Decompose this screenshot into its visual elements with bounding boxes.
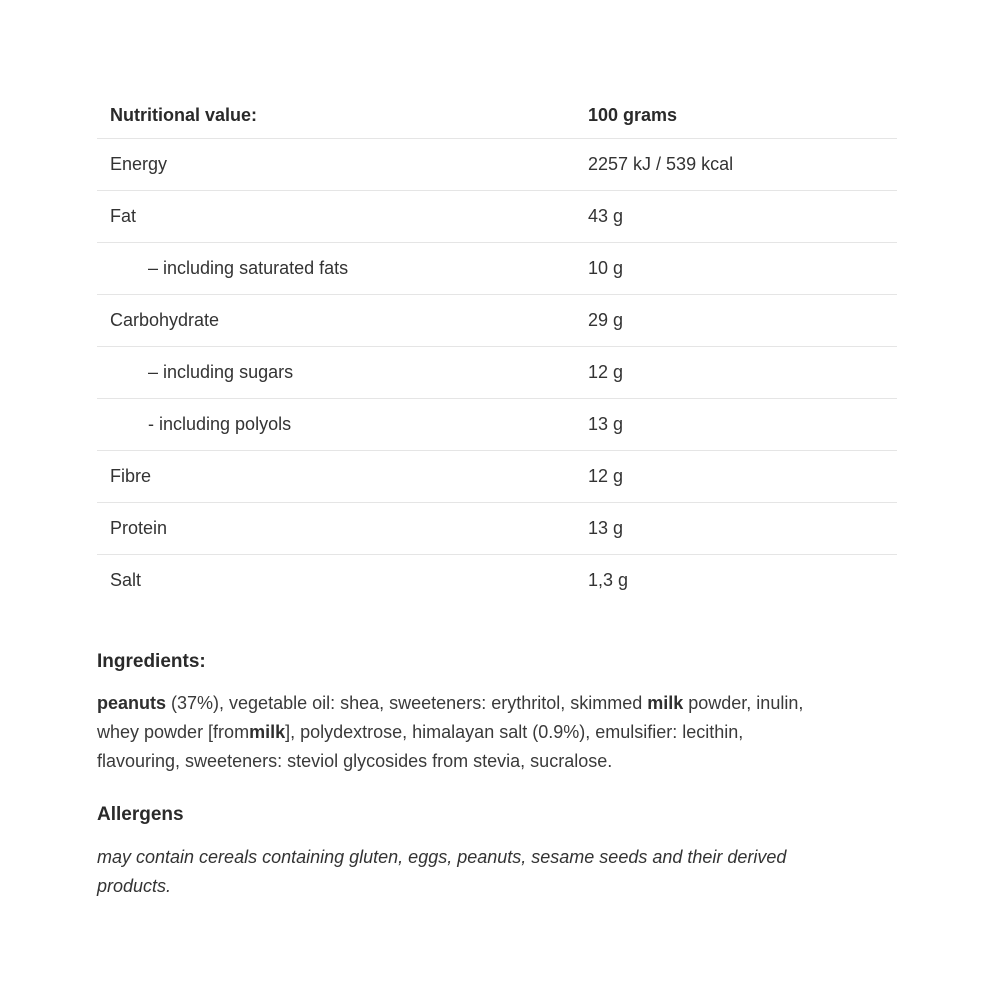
nutrition-row-sugars bbox=[97, 347, 897, 399]
ingredients-text: powder, inulin, bbox=[683, 693, 804, 713]
allergens-paragraph bbox=[97, 843, 897, 901]
ingredient-bold-milk: milk bbox=[249, 722, 286, 742]
nutrition-header-row bbox=[97, 92, 897, 139]
ingredients-paragraph bbox=[97, 689, 897, 776]
nutrition-table bbox=[97, 92, 897, 606]
nutrition-value: 2257 kJ / 539 kcal bbox=[588, 154, 734, 174]
ingredients-line bbox=[97, 718, 897, 747]
ingredients-line bbox=[97, 689, 897, 718]
nutrition-header-label: Nutritional value: bbox=[110, 104, 258, 125]
nutrition-label: – including saturated fats bbox=[148, 258, 349, 278]
nutrition-label: – including sugars bbox=[148, 362, 294, 382]
nutrition-label: Salt bbox=[110, 570, 142, 590]
nutrition-label: Protein bbox=[110, 518, 168, 538]
nutrition-value: 12 g bbox=[588, 466, 624, 486]
nutrition-value: 10 g bbox=[588, 258, 624, 278]
nutrition-row-carbohydrate bbox=[97, 295, 897, 347]
nutrition-header-value: 100 grams bbox=[588, 104, 678, 125]
allergens-line: may contain cereals containing gluten, eggs, peanuts, sesame seeds and their derived bbox=[97, 847, 787, 867]
content-area bbox=[97, 92, 897, 901]
ingredients-line bbox=[97, 747, 897, 776]
nutrition-value: 13 g bbox=[588, 414, 624, 434]
ingredients-text: flavouring, sweeteners: steviol glycosides from stevia, sucralose. bbox=[97, 751, 613, 771]
ingredients-text: (37%), vegetable oil: shea, sweeteners: erythritol, skimmed bbox=[166, 693, 648, 713]
nutrition-row-saturated-fats bbox=[97, 243, 897, 295]
nutrition-label: Carbohydrate bbox=[110, 310, 220, 330]
nutrition-label: - including polyols bbox=[148, 414, 292, 434]
nutrition-row-fat bbox=[97, 191, 897, 243]
nutrition-row-protein bbox=[97, 503, 897, 555]
nutrition-label: Fibre bbox=[110, 466, 152, 486]
nutrition-row-energy bbox=[97, 139, 897, 191]
ingredients-text: ], polydextrose, himalayan salt (0.9%), emulsifier: lecithin, bbox=[285, 722, 744, 742]
allergens-line: products. bbox=[97, 876, 172, 896]
nutrition-row-fibre bbox=[97, 451, 897, 503]
nutrition-value: 43 g bbox=[588, 206, 624, 226]
ingredients-heading: Ingredients: bbox=[97, 651, 206, 672]
allergens-heading: Allergens bbox=[97, 804, 184, 825]
nutrition-row-polyols bbox=[97, 399, 897, 451]
nutrition-label: Energy bbox=[110, 154, 168, 174]
nutrition-value: 1,3 g bbox=[588, 570, 629, 590]
ingredients-text: whey powder [from bbox=[97, 722, 250, 742]
ingredient-bold-peanuts: peanuts bbox=[97, 693, 167, 713]
nutrition-label: Fat bbox=[110, 206, 137, 226]
nutrition-value: 12 g bbox=[588, 362, 624, 382]
nutrition-row-salt bbox=[97, 555, 897, 606]
ingredient-bold-milk: milk bbox=[647, 693, 684, 713]
nutrition-value: 29 g bbox=[588, 310, 624, 330]
nutrition-value: 13 g bbox=[588, 518, 624, 538]
